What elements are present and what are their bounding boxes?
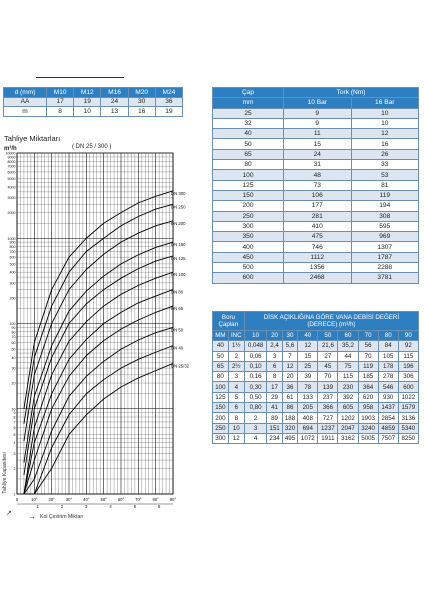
curve-label: DN 40 bbox=[171, 345, 184, 351]
bolt-cell: 10 bbox=[74, 107, 101, 117]
flow-cell: 408 bbox=[298, 413, 318, 423]
torque-cell: 600 bbox=[213, 273, 284, 283]
torque-cell: 25 bbox=[213, 108, 284, 118]
bolt-cell: 24 bbox=[101, 97, 128, 107]
torque-cell: 100 bbox=[213, 170, 284, 180]
torque-row bbox=[213, 232, 419, 242]
flow-cell: 1903 bbox=[358, 413, 378, 423]
torque-cell: 300 bbox=[213, 221, 284, 231]
flow-cell: 1911 bbox=[318, 433, 338, 443]
torque-cell: 33 bbox=[351, 160, 419, 170]
flow-cell: 45 bbox=[318, 361, 338, 371]
flow-cell: 234 bbox=[267, 433, 282, 443]
flow-cell: 2½ bbox=[228, 361, 244, 371]
flow-cell: 29 bbox=[267, 392, 282, 402]
flow-cell: 6 bbox=[267, 361, 282, 371]
flow-header: 70 bbox=[358, 331, 378, 341]
y-tick-label: 100 bbox=[9, 322, 16, 326]
flow-cell: 230 bbox=[338, 382, 358, 392]
y-tick-label: 7000 bbox=[7, 164, 16, 169]
turn-label: 6 bbox=[157, 504, 161, 509]
bolt-header: M16 bbox=[101, 88, 128, 98]
torque-row bbox=[213, 180, 419, 190]
torque-cell: 1787 bbox=[351, 252, 419, 262]
flow-cell: 75 bbox=[338, 361, 358, 371]
curve-label: DN 150 bbox=[171, 242, 186, 248]
torque-subhead-mm: mm bbox=[213, 98, 284, 108]
curve-label: DN 200 bbox=[171, 220, 186, 226]
flow-cell: 605 bbox=[338, 403, 358, 413]
flow-cell: 25 bbox=[298, 361, 318, 371]
curve-label: DN 80 bbox=[171, 289, 184, 295]
flow-cell: 320 bbox=[282, 423, 297, 433]
flow-header: MM bbox=[213, 331, 229, 341]
y-axis-label: Tahliye Kapasitesi bbox=[2, 452, 8, 494]
y-tick-label: 1000 bbox=[7, 236, 16, 241]
x-tick-label: 90° bbox=[169, 497, 177, 502]
torque-row bbox=[213, 149, 419, 159]
torque-cell: 308 bbox=[351, 211, 419, 221]
flow-cell: 185 bbox=[358, 372, 378, 382]
flow-cell: 178 bbox=[378, 361, 398, 371]
y-tick-label: 60 bbox=[11, 340, 16, 345]
flow-cell: 364 bbox=[358, 382, 378, 392]
flow-cell: 1437 bbox=[378, 403, 398, 413]
flow-header: 30 bbox=[282, 331, 297, 341]
flow-cell: 105 bbox=[378, 351, 398, 361]
chart-subtitle: ( DN 25 / 300 ) bbox=[72, 144, 112, 150]
flow-cell: 0,16 bbox=[244, 372, 266, 382]
bolt-cell: 36 bbox=[155, 97, 182, 107]
torque-cell: 81 bbox=[351, 180, 419, 190]
torque-cell: 15 bbox=[284, 139, 352, 149]
flow-row bbox=[213, 403, 419, 413]
flow-row bbox=[213, 423, 419, 433]
bolt-header: M20 bbox=[128, 88, 155, 98]
flow-cell: 12 bbox=[228, 433, 244, 443]
flow-cell: 1579 bbox=[398, 403, 418, 413]
y-tick-label: 20 bbox=[11, 381, 16, 386]
torque-cell: 65 bbox=[213, 149, 284, 159]
turn-label: 2 bbox=[60, 504, 64, 509]
torque-cell: 2288 bbox=[351, 263, 419, 273]
torque-cell: 32 bbox=[213, 118, 284, 128]
flow-cell: 27 bbox=[318, 351, 338, 361]
flow-cell: 5 bbox=[228, 392, 244, 402]
flow-cell: 7 bbox=[282, 351, 297, 361]
flow-cell: 4859 bbox=[378, 423, 398, 433]
flow-cell: 3 bbox=[228, 372, 244, 382]
bolt-header: M12 bbox=[74, 88, 101, 98]
torque-cell: 80 bbox=[213, 160, 284, 170]
y-tick-label: 80 bbox=[11, 330, 16, 335]
torque-cell: 1307 bbox=[351, 242, 419, 252]
flow-row bbox=[213, 392, 419, 402]
flow-cell: 56 bbox=[358, 341, 378, 351]
flow-cell: 188 bbox=[282, 413, 297, 423]
flow-cell: 0,06 bbox=[244, 351, 266, 361]
flow-cell: 237 bbox=[318, 392, 338, 402]
y-tick-label: 90 bbox=[11, 325, 16, 330]
flow-cell: 0,048 bbox=[244, 341, 266, 351]
torque-row bbox=[213, 273, 419, 283]
flow-cell: 3 bbox=[244, 423, 266, 433]
arrow-icon: ↗ bbox=[6, 510, 12, 517]
flow-cell: 5340 bbox=[398, 423, 418, 433]
y-tick-label: 2000 bbox=[7, 211, 16, 216]
torque-cell: 1112 bbox=[284, 252, 352, 262]
flow-cell: 1072 bbox=[298, 433, 318, 443]
torque-col-diameter: Çap bbox=[213, 88, 284, 98]
torque-row bbox=[213, 211, 419, 221]
flow-cell: 1½ bbox=[228, 341, 244, 351]
torque-cell: 969 bbox=[351, 232, 419, 242]
torque-row bbox=[213, 170, 419, 180]
flow-cell: 495 bbox=[282, 433, 297, 443]
flow-cell: 0,30 bbox=[244, 382, 266, 392]
flow-cell: 200 bbox=[213, 413, 229, 423]
flow-row bbox=[213, 372, 419, 382]
flow-cell: 1202 bbox=[338, 413, 358, 423]
flow-row bbox=[213, 351, 419, 361]
curve-label: DN 65 bbox=[171, 306, 184, 312]
torque-cell: 24 bbox=[284, 149, 352, 159]
torque-cell: 281 bbox=[284, 211, 352, 221]
y-tick-label: 30 bbox=[11, 366, 16, 371]
flow-cell: 0,50 bbox=[244, 392, 266, 402]
x-axis-label: Kol Çevirim Miktarı bbox=[40, 514, 84, 520]
flow-cell: 115 bbox=[338, 372, 358, 382]
y-tick-label: 7 bbox=[13, 420, 16, 425]
x-tick-label: 40° bbox=[83, 497, 90, 502]
flow-header: 20 bbox=[267, 331, 282, 341]
flow-cell: 4 bbox=[244, 433, 266, 443]
flow-cell: 958 bbox=[358, 403, 378, 413]
bolt-cell: 30 bbox=[128, 97, 155, 107]
torque-cell: 450 bbox=[213, 252, 284, 262]
flow-row bbox=[213, 433, 419, 443]
flow-cell: 196 bbox=[398, 361, 418, 371]
y-tick-label: 2 bbox=[13, 466, 16, 471]
flow-cell: 150 bbox=[213, 403, 229, 413]
x-tick-label: 10° bbox=[31, 497, 38, 502]
torque-row bbox=[213, 252, 419, 262]
y-tick-label: 500 bbox=[9, 262, 16, 267]
y-tick-label: 4000 bbox=[7, 185, 16, 190]
flow-cell: 151 bbox=[267, 423, 282, 433]
flow-cell: 2047 bbox=[338, 423, 358, 433]
torque-cell: 194 bbox=[351, 201, 419, 211]
y-tick-label: 4 bbox=[13, 441, 16, 446]
y-tick-label: 5 bbox=[13, 432, 16, 437]
flow-header: 40 bbox=[298, 331, 318, 341]
x-tick-label: 0 bbox=[15, 497, 19, 502]
torque-cell: 73 bbox=[284, 180, 352, 190]
flow-cell: 2 bbox=[244, 413, 266, 423]
y-tick-label: 10 bbox=[11, 407, 16, 412]
flow-header: 50 bbox=[318, 331, 338, 341]
flow-cell: 133 bbox=[298, 392, 318, 402]
y-tick-label: 200 bbox=[9, 296, 16, 301]
flow-cell: 115 bbox=[398, 351, 418, 361]
torque-cell: 9 bbox=[284, 118, 352, 128]
bolt-cell: 19 bbox=[155, 107, 182, 117]
bolt-cell: 16 bbox=[128, 107, 155, 117]
flow-cell: 600 bbox=[398, 382, 418, 392]
x-tick-label: 80° bbox=[152, 497, 159, 502]
flow-cell: 300 bbox=[213, 433, 229, 443]
bolt-cell: 13 bbox=[101, 107, 128, 117]
flow-cell: 36 bbox=[282, 382, 297, 392]
flow-cell: 8 bbox=[228, 413, 244, 423]
torque-subhead-10bar: 10 Bar bbox=[284, 98, 352, 108]
flow-header: INC bbox=[228, 331, 244, 341]
flow-cell: 2,4 bbox=[267, 341, 282, 351]
flow-row bbox=[213, 382, 419, 392]
flow-cell: 205 bbox=[298, 403, 318, 413]
torque-cell: 595 bbox=[351, 221, 419, 231]
flow-cell: 89 bbox=[267, 413, 282, 423]
flow-cell: 1237 bbox=[318, 423, 338, 433]
y-tick-label: 1 bbox=[13, 492, 16, 497]
y-tick-label: 9000 bbox=[7, 155, 16, 160]
flow-head-pipe: Boru Çapları bbox=[213, 312, 245, 331]
y-tick-label: 40 bbox=[11, 355, 16, 360]
torque-cell: 250 bbox=[213, 211, 284, 221]
flow-cell: 10 bbox=[228, 423, 244, 433]
torque-cell: 26 bbox=[351, 149, 419, 159]
flow-header: 60 bbox=[338, 331, 358, 341]
flow-cell: 8250 bbox=[398, 433, 418, 443]
torque-cell: 9 bbox=[284, 108, 352, 118]
torque-row bbox=[213, 201, 419, 211]
x-tick-label: 60° bbox=[117, 497, 125, 502]
torque-cell: 177 bbox=[284, 201, 352, 211]
flow-cell: 306 bbox=[398, 372, 418, 382]
flow-cell: 0,80 bbox=[244, 403, 266, 413]
x-tick-label: 20° bbox=[48, 497, 55, 502]
flow-cell: 727 bbox=[318, 413, 338, 423]
turn-label: 1 bbox=[36, 504, 39, 509]
y-tick-label: 50 bbox=[11, 347, 16, 352]
x-tick-label: 50° bbox=[100, 497, 107, 502]
torque-cell: 16 bbox=[351, 139, 419, 149]
torque-cell: 150 bbox=[213, 190, 284, 200]
torque-cell: 410 bbox=[284, 221, 352, 231]
torque-row bbox=[213, 118, 419, 128]
y-tick-label: 300 bbox=[9, 281, 16, 286]
torque-row bbox=[213, 263, 419, 273]
flow-cell: 694 bbox=[298, 423, 318, 433]
torque-row bbox=[213, 108, 419, 118]
torque-cell: 746 bbox=[284, 242, 352, 252]
flow-cell: 5005 bbox=[358, 433, 378, 443]
flow-cell: 3 bbox=[267, 351, 282, 361]
flow-cell: 92 bbox=[398, 341, 418, 351]
bolt-cell: AA bbox=[4, 97, 47, 107]
flow-cell: 84 bbox=[378, 341, 398, 351]
flow-cell: 4 bbox=[228, 382, 244, 392]
torque-cell: 31 bbox=[284, 160, 352, 170]
flow-cell: 41 bbox=[267, 403, 282, 413]
torque-cell: 350 bbox=[213, 232, 284, 242]
torque-cell: 400 bbox=[213, 242, 284, 252]
flow-cell: 546 bbox=[378, 382, 398, 392]
flow-cell: 3162 bbox=[338, 433, 358, 443]
y-tick-label: 10000 bbox=[5, 151, 16, 156]
turn-label: 4 bbox=[109, 504, 112, 509]
curve-label: DN 250 bbox=[171, 204, 186, 210]
y-tick-label: 400 bbox=[9, 270, 16, 275]
flow-cell: 250 bbox=[213, 423, 229, 433]
flow-cell: 86 bbox=[282, 403, 297, 413]
flow-cell: 7507 bbox=[378, 433, 398, 443]
flow-cell: 35,2 bbox=[338, 341, 358, 351]
flow-cell: 620 bbox=[358, 392, 378, 402]
turn-label: 5 bbox=[133, 504, 137, 509]
torque-cell: 2468 bbox=[284, 273, 352, 283]
torque-cell: 48 bbox=[284, 170, 352, 180]
flow-header: 80 bbox=[378, 331, 398, 341]
flow-header: 90 bbox=[398, 331, 418, 341]
flow-cell: 65 bbox=[213, 361, 229, 371]
flow-cell: 5,6 bbox=[282, 341, 297, 351]
bolt-header: M10 bbox=[47, 88, 74, 98]
flow-cell: 3136 bbox=[398, 413, 418, 423]
flow-cell: 70 bbox=[318, 372, 338, 382]
torque-cell: 475 bbox=[284, 232, 352, 242]
y-tick-label: 8 bbox=[13, 415, 16, 420]
flow-cell: 70 bbox=[358, 351, 378, 361]
torque-row bbox=[213, 242, 419, 252]
torque-cell: 10 bbox=[351, 118, 419, 128]
torque-table bbox=[212, 87, 419, 284]
flow-cell: 2854 bbox=[378, 413, 398, 423]
flow-cell: 125 bbox=[213, 392, 229, 402]
flow-row bbox=[213, 413, 419, 423]
y-tick-label: 3000 bbox=[7, 196, 16, 201]
flow-cell: 1022 bbox=[398, 392, 418, 402]
flow-cell: 119 bbox=[358, 361, 378, 371]
flow-cell: 39 bbox=[298, 372, 318, 382]
y-tick-label: 6 bbox=[13, 426, 16, 431]
flow-cell: 8 bbox=[267, 372, 282, 382]
torque-row bbox=[213, 221, 419, 231]
torque-cell: 11 bbox=[284, 129, 352, 139]
curve-label: DN 50 bbox=[171, 327, 184, 333]
torque-col-torque: Tork (Nm) bbox=[284, 88, 419, 98]
torque-cell: 1356 bbox=[284, 263, 352, 273]
x-tick-label: 30° bbox=[65, 497, 73, 502]
flow-row bbox=[213, 341, 419, 351]
torque-cell: 500 bbox=[213, 263, 284, 273]
flow-cell: 6 bbox=[228, 403, 244, 413]
torque-row bbox=[213, 139, 419, 149]
torque-cell: 119 bbox=[351, 190, 419, 200]
y-tick-label: 700 bbox=[9, 249, 16, 254]
curve-label: DN 25/32 bbox=[171, 363, 190, 369]
flow-cell: 2 bbox=[228, 351, 244, 361]
x-tick-label: 70° bbox=[135, 497, 142, 502]
bolt-cell: 17 bbox=[47, 97, 74, 107]
flow-cell: 40 bbox=[213, 341, 229, 351]
torque-cell: 40 bbox=[213, 129, 284, 139]
arrow-right-icon: → bbox=[28, 512, 36, 521]
flow-cell: 44 bbox=[338, 351, 358, 361]
flow-cell: 12 bbox=[298, 341, 318, 351]
torque-row bbox=[213, 160, 419, 170]
flow-cell: 78 bbox=[298, 382, 318, 392]
torque-row bbox=[213, 129, 419, 139]
flow-cell: 366 bbox=[318, 403, 338, 413]
curve-label: DN 100 bbox=[171, 272, 186, 278]
y-tick-label: 9 bbox=[13, 411, 16, 416]
flow-cell: 80 bbox=[213, 372, 229, 382]
flow-cell: 20 bbox=[282, 372, 297, 382]
torque-cell: 200 bbox=[213, 201, 284, 211]
torque-cell: 10 bbox=[351, 108, 419, 118]
y-tick-label: 900 bbox=[9, 240, 16, 245]
flow-cell: 278 bbox=[378, 372, 398, 382]
torque-cell: 3781 bbox=[351, 273, 419, 283]
flow-cell: 930 bbox=[378, 392, 398, 402]
flow-cell: 17 bbox=[267, 382, 282, 392]
flow-cell: 15 bbox=[298, 351, 318, 361]
torque-cell: 50 bbox=[213, 139, 284, 149]
flow-cell: 3240 bbox=[358, 423, 378, 433]
y-tick-label: 70 bbox=[11, 335, 16, 340]
flow-cell: 0,10 bbox=[244, 361, 266, 371]
y-tick-label: 8000 bbox=[7, 159, 16, 164]
bolt-cell: m bbox=[4, 107, 47, 117]
flow-header: 10 bbox=[244, 331, 266, 341]
flow-table bbox=[212, 311, 419, 444]
torque-cell: 53 bbox=[351, 170, 419, 180]
flow-cell: 100 bbox=[213, 382, 229, 392]
curve-label: DN 125 bbox=[171, 255, 186, 261]
bolt-cell: 19 bbox=[74, 97, 101, 107]
flow-cell: 61 bbox=[282, 392, 297, 402]
y-tick-label: 6000 bbox=[7, 170, 16, 175]
bolt-header: d (mm) bbox=[4, 88, 47, 98]
flow-row bbox=[213, 361, 419, 371]
y-tick-label: 5000 bbox=[7, 177, 16, 182]
y-tick-label: 800 bbox=[9, 245, 16, 250]
flow-cell: 392 bbox=[338, 392, 358, 402]
curve-label: DN 300 bbox=[171, 190, 186, 196]
flow-cell: 139 bbox=[318, 382, 338, 392]
bolt-header: M24 bbox=[155, 88, 182, 98]
torque-cell: 125 bbox=[213, 180, 284, 190]
y-tick-label: 600 bbox=[9, 255, 16, 260]
flow-cell: 12 bbox=[282, 361, 297, 371]
torque-row bbox=[213, 190, 419, 200]
chart-unit: m³/h bbox=[4, 146, 17, 152]
y-tick-label: 3 bbox=[13, 451, 16, 456]
flow-cell: 50 bbox=[213, 351, 229, 361]
torque-subhead-16bar: 16 Bar bbox=[351, 98, 419, 108]
chart-title: Tahliye Miktarları bbox=[4, 134, 61, 143]
flow-head-desc: DİSK AÇIKLIĞINA GÖRE VANA DEBİSİ DEĞERİ (DERECE) (m³/h) bbox=[244, 312, 418, 331]
bolt-cell: 8 bbox=[47, 107, 74, 117]
torque-cell: 106 bbox=[284, 190, 352, 200]
flow-cell: 21,6 bbox=[318, 341, 338, 351]
torque-cell: 12 bbox=[351, 129, 419, 139]
turn-label: 3 bbox=[85, 504, 88, 509]
